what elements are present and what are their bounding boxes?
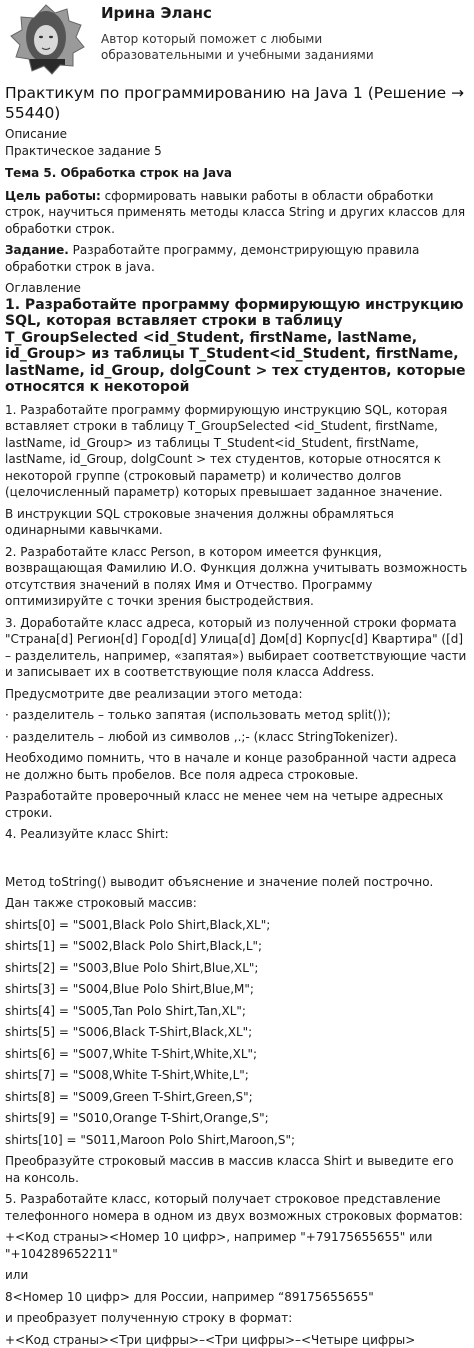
paragraph: 3. Доработайте класс адреса, который из полученной строки формата "Страна[d] Регион[d] Город[d] Улица[d] Дом[d] Корпус[d] Квартира" ([d] – разделитель, например, «запятая») выбирает соответствующие части и записывает их в соответствующие поля класса Address. [5,615,468,681]
description-label: Описание [5,126,468,143]
paragraph: · разделитель – любой из символов ,.;- (класс StringTokenizer). [5,729,468,746]
task-label: Задание. [5,243,69,257]
paragraph: Необходимо помнить, что в начале и конце разобранной части адреса не должно быть пробелов. Все поля адреса строковые. [5,750,468,783]
code-line: shirts[0] = "S001,Black Polo Shirt,Black,XL"; [5,917,468,934]
paragraph: Предусмотрите две реализации этого метода: [5,686,468,703]
author-name[interactable]: Ирина Эланс [101,4,441,23]
code-line: shirts[6] = "S007,White T-Shirt,White,XL"; [5,1046,468,1063]
paragraph: и преобразует полученную строку в формат: [5,1310,468,1327]
paragraph: 5. Разработайте класс, который получает строковое представление телефонного номера в одном из двух возможных строковых форматов: [5,1191,468,1224]
goal-label: Цель работы: [5,189,101,203]
paragraph: +<Код страны><Номер 10 цифр>, например "+79175655655" или "+104289652211" [5,1229,468,1262]
goal-paragraph [5,188,468,238]
code-line: shirts[2] = "S003,Blue Polo Shirt,Blue,XL"; [5,960,468,977]
paragraph: или [5,1267,468,1284]
code-line: shirts[9] = "S010,Orange T-Shirt,Orange,S"; [5,1110,468,1127]
goal-text: сформировать навыки работы в области обработки строк, научиться применять методы класса String и других классов для обработки строк. [5,189,465,236]
code-line: shirts[10] = "S011,Maroon Polo Shirt,Maroon,S"; [5,1132,468,1149]
page-title: Практикум по программированию на Java 1 (Решение → 55440) [5,83,468,123]
toc-label: Оглавление [5,280,468,297]
paragraph: В инструкции SQL строковые значения должны обрамляться одинарными кавычками. [5,506,468,539]
paragraph: Метод toString() выводит объяснение и значение полей построчно. [5,874,468,891]
code-line: shirts[7] = "S008,White T-Shirt,White,L"; [5,1067,468,1084]
toc-heading-link[interactable]: 1. Разработайте программу формирующую инструкцию SQL, которая вставляет строки в таблицу T_GroupSelected <id_Student, firstName, lastName, id_Group> из таблицы T_Student<id_Student, firstName, lastName, id_Group, dolgCount > тех студентов, которые относятся к некоторой [5,297,468,396]
assignment-label: Практическое задание 5 [5,143,468,160]
paragraph: Преобразуйте строковый массив в массив класса Shirt и выведите его на консоль. [5,1153,468,1186]
author-description: Автор который поможет с любыми образовательными и учебными заданиями [101,31,441,63]
paragraph: +<Код страны><Три цифры>–<Три цифры>–<Четыре цифры> [5,1332,468,1348]
paragraph: Дан также строковый массив: [5,895,468,912]
topic-heading: Тема 5. Обработка строк на Java [5,165,468,182]
author-header [5,0,468,78]
spacer [5,848,468,874]
paragraph: · разделитель – только запятая (использовать метод split()); [5,707,468,724]
code-line: shirts[5] = "S006,Black T-Shirt,Black,XL"; [5,1024,468,1041]
author-info [101,0,441,78]
code-line: shirts[4] = "S005,Tan Polo Shirt,Tan,XL"; [5,1003,468,1020]
paragraph: 2. Разработайте класс Person, в котором имеется функция, возвращающая Фамилию И.О. Функция должна учитывать возможность отсутствия значений в полях Имя и Отчество. Программу оптимизируйте с точки зрения быстродействия. [5,544,468,610]
code-line: shirts[3] = "S004,Blue Polo Shirt,Blue,M"; [5,981,468,998]
paragraph: Разработайте проверочный класс не менее чем на четыре адресных строки. [5,788,468,821]
code-line: shirts[8] = "S009,Green T-Shirt,Green,S"; [5,1089,468,1106]
task-paragraph [5,242,468,275]
paragraph: 8<Номер 10 цифр> для России, например “89175655655" [5,1289,468,1306]
code-line: shirts[1] = "S002,Black Polo Shirt,Black,L"; [5,938,468,955]
task-text: Разработайте программу, демонстрирующую правила обработки строк в java. [5,243,419,274]
shirts-array [5,917,468,1149]
paragraph: 4. Реализуйте класс Shirt: [5,826,468,843]
paragraph: 1. Разработайте программу формирующую инструкцию SQL, которая вставляет строки в таблицу T_GroupSelected <id_Student, firstName, lastName, id_Group> из таблицы T_Student<id_Student, firstName, lastName, id_Group, dolgCount > тех студентов, которые относятся к некоторой группе (строковый параметр) и количество долгов (целочисленный параметр) которых превышает заданное значение. [5,402,468,501]
author-avatar[interactable] [5,3,87,75]
